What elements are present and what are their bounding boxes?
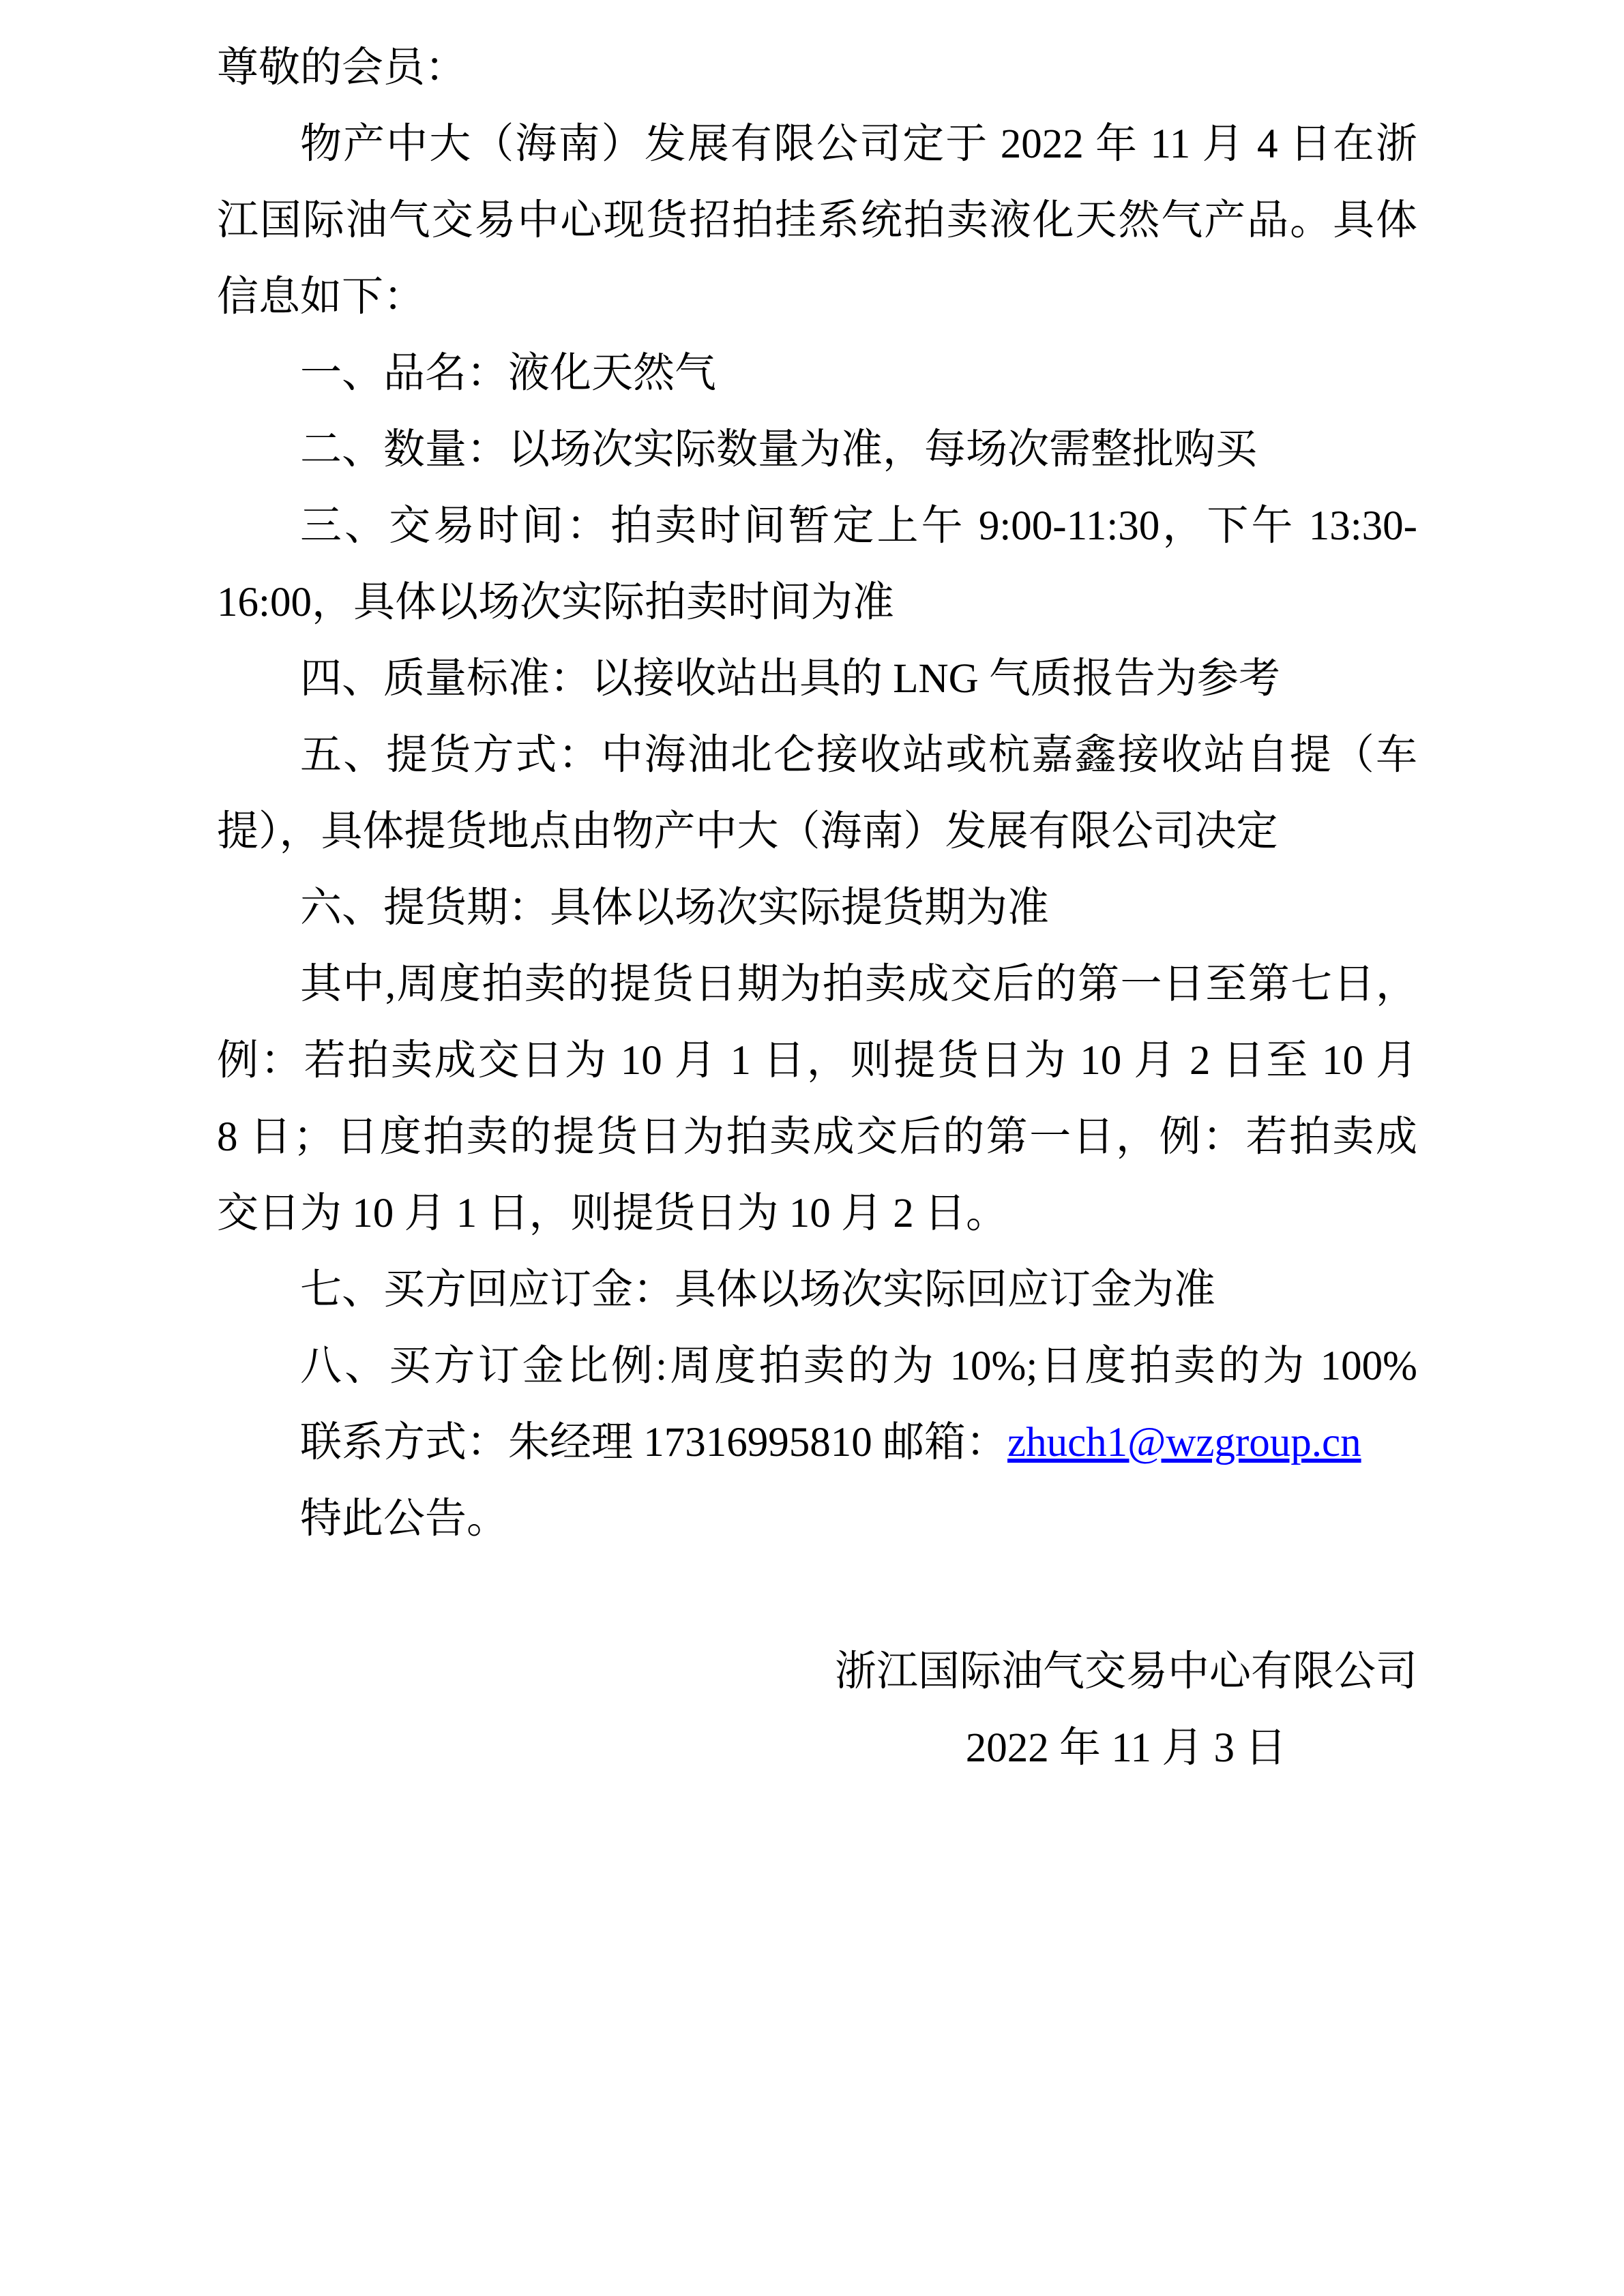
pickup-date-note-line-4: 交日为 10 月 1 日，则提货日为 10 月 2 日。 — [217, 1191, 1008, 1236]
item-4-quality-standard: 四、质量标准：以接收站出具的 LNG 气质报告为参考 — [300, 656, 1280, 702]
item-8-deposit-ratio: 八、买方订金比例:周度拍卖的为 10%;日度拍卖的为 100% — [300, 1343, 1417, 1389]
item-3-trading-time-line-1: 三、交易时间：拍卖时间暂定上午 9:00-11:30，下午 13:30- — [300, 503, 1417, 549]
signature-date: 2022 年 11 月 3 日 — [965, 1725, 1287, 1771]
pickup-date-note-line-3: 8 日；日度拍卖的提货日为拍卖成交后的第一日，例：若拍卖成 — [217, 1114, 1417, 1160]
item-6-pickup-period: 六、提货期：具体以场次实际提货期为准 — [300, 885, 1050, 931]
closing-line: 特此公告。 — [300, 1496, 509, 1542]
email-link[interactable]: zhuch1@wzgroup.cn — [1007, 1420, 1361, 1465]
intro-line-2: 江国际油气交易中心现货招拍挂系统拍卖液化天然气产品。具体 — [217, 198, 1417, 243]
intro-line-1: 物产中大（海南）发展有限公司定于 2022 年 11 月 4 日在浙 — [300, 121, 1417, 167]
pickup-date-note-line-1: 其中,周度拍卖的提货日期为拍卖成交后的第一日至第七日， — [300, 961, 1417, 1007]
item-3-trading-time-line-2: 16:00，具体以场次实际拍卖时间为准 — [217, 580, 894, 625]
item-7-response-deposit: 七、买方回应订金：具体以场次实际回应订金为准 — [300, 1267, 1216, 1313]
item-1-product-name: 一、品名：液化天然气 — [300, 351, 717, 396]
item-5-pickup-method-line-2: 提），具体提货地点由物产中大（海南）发展有限公司决定 — [217, 809, 1278, 854]
contact-line — [217, 1405, 1417, 1481]
signature-company: 浙江国际油气交易中心有限公司 — [834, 1649, 1417, 1695]
blank-line — [217, 1557, 1417, 1634]
document-body — [217, 30, 1417, 1787]
intro-line-3: 信息如下： — [217, 274, 426, 320]
item-5-pickup-method-line-1: 五、提货方式：中海油北仑接收站或杭嘉鑫接收站自提（车 — [300, 732, 1417, 778]
salutation-line: 尊敬的会员： — [217, 45, 467, 91]
signature-block — [835, 1634, 1417, 1787]
item-2-quantity: 二、数量：以场次实际数量为准，每场次需整批购买 — [300, 427, 1258, 473]
pickup-date-note-line-2: 例：若拍卖成交日为 10 月 1 日，则提货日为 10 月 2 日至 10 月 — [217, 1038, 1417, 1084]
contact-text: 联系方式：朱经理 17316995810 邮箱： — [300, 1420, 1008, 1465]
